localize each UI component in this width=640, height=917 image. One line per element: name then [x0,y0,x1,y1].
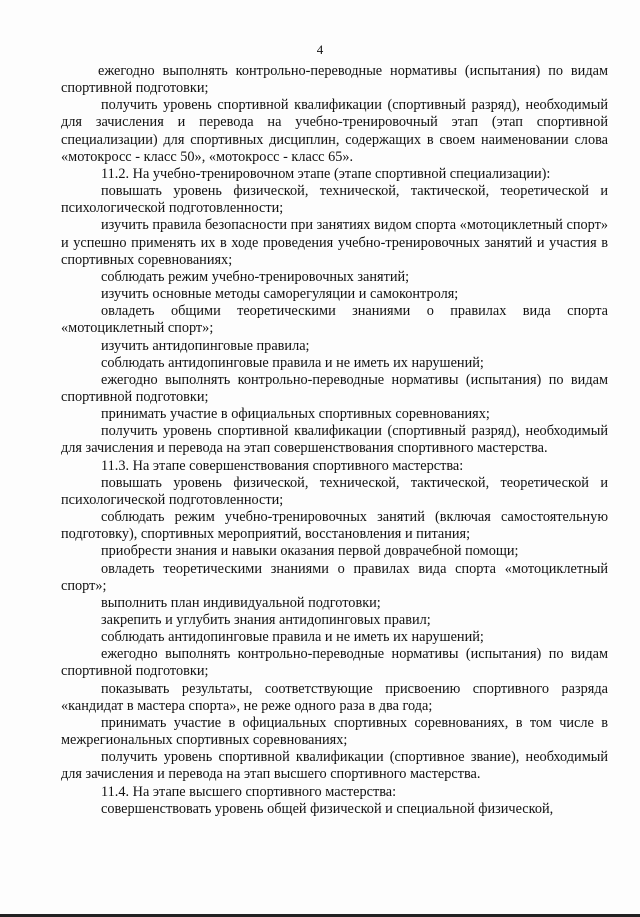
paragraph: совершенствовать уровень общей физической и специальной физической, [101,800,554,817]
paragraph: ежегодно выполнять контрольно-переводные нормативы (испытания) по видам спортивной подготовки; [61,63,608,97]
paragraph: изучить антидопинговые правила; [101,337,310,354]
document-body [61,63,608,818]
section-heading: 11.2. На учебно-тренировочном этапе (этапе спортивной специализации): [101,165,551,182]
paragraph: получить уровень спортивной квалификации (спортивное звание), необходимый для зачисления и перевода на этап высшего спортивного мастерства. [61,749,608,783]
paragraph: повышать уровень физической, технической, тактической, теоретической и психологической подготовленности; [61,474,608,508]
paragraph: показывать результаты, соответствующие присвоению спортивного разряда «кандидат в мастера спорта», не реже одного раза в два года; [61,680,608,714]
paragraph: получить уровень спортивной квалификации (спортивный разряд), необходимый для зачисления и перевода на этап совершенствования спортивного мастерства. [61,423,608,457]
paragraph: получить уровень спортивной квалификации (спортивный разряд), необходимый для зачисления и перевода на учебно-тренировочный этап (этап спортивной специализации) для спортивных дисциплин, содержащих в своем наименовании слова «мотокросс - класс 50», «мотокросс - класс 65». [61,97,608,165]
paragraph: повышать уровень физической, технической, тактической, теоретической и психологической подготовленности; [61,183,608,217]
paragraph: приобрести знания и навыки оказания первой доврачебной помощи; [101,543,519,560]
paragraph: соблюдать режим учебно-тренировочных занятий; [101,268,410,285]
paragraph: принимать участие в официальных спортивных соревнованиях; [101,406,490,423]
section-heading: 11.4. На этапе высшего спортивного мастерства: [101,783,397,800]
paragraph: ежегодно выполнять контрольно-переводные нормативы (испытания) по видам спортивной подготовки; [61,371,608,405]
paragraph: соблюдать антидопинговые правила и не иметь их нарушений; [101,629,484,646]
paragraph: овладеть общими теоретическими знаниями о правилах вида спорта «мотоциклетный спорт»; [61,303,608,337]
paragraph: овладеть теоретическими знаниями о правилах вида спорта «мотоциклетный спорт»; [61,560,608,594]
paragraph: соблюдать антидопинговые правила и не иметь их нарушений; [101,354,484,371]
paragraph: выполнить план индивидуальной подготовки; [101,594,381,611]
paragraph: принимать участие в официальных спортивных соревнованиях, в том числе в межрегиональных спортивных соревнованиях; [61,714,608,749]
paragraph: изучить основные методы саморегуляции и самоконтроля; [101,286,459,303]
section-heading: 11.3. На этапе совершенствования спортивного мастерства: [101,457,464,474]
paragraph: ежегодно выполнять контрольно-переводные нормативы (испытания) по видам спортивной подготовки; [61,646,608,680]
page-number: 4 [316,42,324,57]
paragraph: изучить правила безопасности при занятиях видом спорта «мотоциклетный спорт» и успешно применять их в ходе проведения учебно-тренировочных занятий и участия в спортивных соревнованиях; [61,217,608,268]
paragraph: соблюдать режим учебно-тренировочных занятий (включая самостоятельную подготовку), спортивных мероприятий, восстановления и питания; [61,509,608,543]
paragraph: закрепить и углубить знания антидопинговых правил; [101,612,431,628]
